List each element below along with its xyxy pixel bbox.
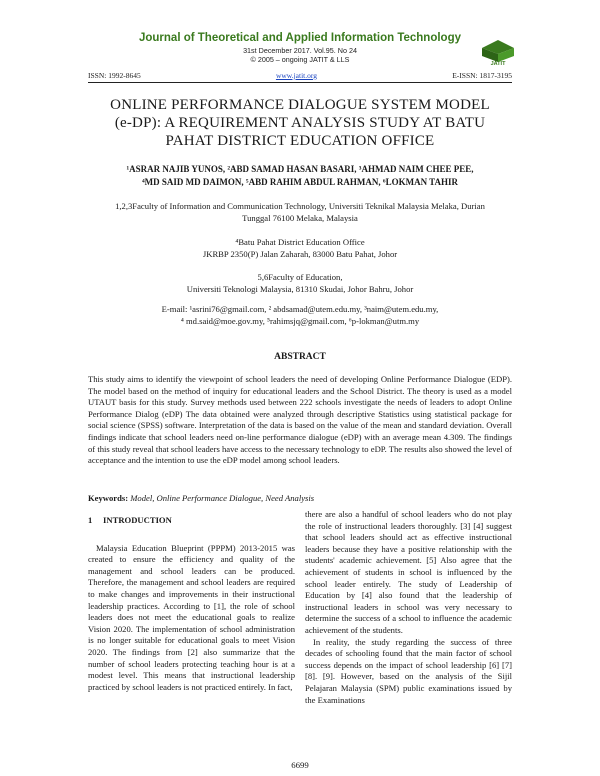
keywords-label: Keywords: (88, 493, 129, 503)
header-rule (88, 82, 512, 83)
affiliation-3 (88, 271, 512, 295)
affiliation-line: ⁴Batu Pahat District Education Office (235, 237, 365, 247)
section-number: 1 (88, 515, 93, 525)
affiliation-line: JKRBP 2350(P) Jalan Zaharah, 83000 Batu Pahat, Johor (202, 249, 398, 259)
abstract-text: This study aims to identify the viewpoint of school leaders the need of developing Online Performance Dialogue (EDP). The model based on the method of inquiry for educational leaders and the School District. The theory is used as a model UTAUT basis for this study. Survey methods used between 222 schools investigate the needs of leaders to adopt Online Performance Dialog (eDP) The data obtained were analyzed through descriptive Statistics using statistical package for social science (SPSS) software. Interpretation of the data is based on the value of the mean and standard deviation. Overall findings indicate that school leaders need on-line performance dialogue (eDP) with an average mean 4.309. The findings of this study reveal that school leaders have access to the necessary technology to eDP. The results also showed the level of acceptance and the intention to use the eDP model among school leaders. (88, 374, 512, 466)
eissn: E-ISSN: 1817-3195 (452, 71, 512, 80)
website-link[interactable]: www.jatit.org (275, 71, 317, 80)
page-number: 6699 (291, 760, 309, 770)
issn: ISSN: 1992-8645 (88, 71, 141, 80)
section-heading (88, 515, 295, 527)
section-title: INTRODUCTION (103, 515, 172, 525)
affiliation-line: 1,2,3Faculty of Information and Communication Technology, Universiti Teknikal Malaysia Melaka, Durian (115, 201, 485, 211)
email-line: E-mail: ¹asrini76@gmail.com, ² abdsamad@utem.edu.my, ³naim@utem.edu.my, (161, 304, 439, 314)
right-paragraph-2: In reality, the study regarding the success of three decades of schooling found that the main factor of school success depends on the impact of school leadership [6] [7] [8]. [9]. However, based on the analysis of the Sijil Pelajaran Malaysia (SPM) public examinations issued by the Examinations (305, 636, 512, 705)
jatit-logo (478, 34, 518, 66)
affiliation-1 (88, 200, 512, 224)
copyright-line: © 2005 – ongoing JATIT & LLS (250, 55, 350, 64)
authors-line: ¹ASRAR NAJIB YUNOS, ²ABD SAMAD HASAN BASARI, ³AHMAD NAIM CHEE PEE, (126, 164, 474, 174)
right-paragraph-1: there are also a handful of school leaders who do not play the role of instructional leaders thoroughly. [3] [4] suggest that school leaders should act as effective instructional leaders because they have a positive relationship with the students' academic achievement. [5] Also agree that the achievement of students in school is influenced by the school leader entirely. The study of Leadership of Education by [4] also found that the leadership of instructional leaders in school was very necessary to determine the success of a school to influence the academic achievement of the students. (305, 509, 512, 635)
issn-bar (88, 71, 512, 80)
keywords-list: Model, Online Performance Dialogue, Need Analysis (130, 493, 315, 503)
affiliation-line: Tunggal 76100 Melaka, Malaysia (242, 213, 358, 223)
issue-line: 31st December 2017. Vol.95. No 24 (243, 46, 357, 55)
intro-paragraph: Malaysia Education Blueprint (PPPM) 2013-2015 was created to ensure the efficiency and quality of the management and school leaders can be produced. Therefore, the management and school leaders are required to make changes and improvements in their instructional leadership practices. According to [1], the role of school leaders does not meet the educational goals to realize Vision 2020. The implementation of school administration is no longer suitable for educational goals to meet Vision 2020. The findings from [2] also summarize that the number of school leaders protecting teaching hour is at a modest level. This means that instructional leadership practiced by school leaders is not practiced entirely. In fact, (88, 542, 295, 692)
email-line: ⁴ md.said@moe.gov.my, ⁵rahimsjq@gmail.com, ⁶p-lokman@utm.my (180, 315, 420, 326)
authors (88, 163, 512, 188)
logo-text: JATIT (490, 61, 506, 66)
journal-title: Journal of Theoretical and Applied Information Technology (138, 32, 462, 44)
title-line: (e-DP): A REQUIREMENT ANALYSIS STUDY AT BATU (114, 115, 486, 131)
abstract-heading: ABSTRACT (274, 352, 326, 362)
paper-title (88, 96, 512, 150)
authors-line: ⁴MD SAID MD DAIMON, ⁵ABD RAHIM ABDUL RAHMAN, ⁶LOKMAN TAHIR (141, 176, 458, 187)
title-line: PAHAT DISTRICT EDUCATION OFFICE (165, 133, 435, 149)
right-column (305, 509, 512, 706)
title-line: ONLINE PERFORMANCE DIALOGUE SYSTEM MODEL (110, 97, 490, 113)
emails (88, 304, 512, 327)
keywords (88, 493, 512, 503)
affiliation-2 (88, 236, 512, 260)
affiliation-line: 5,6Faculty of Education, (257, 272, 343, 282)
left-column (88, 515, 295, 693)
book-logo-icon (478, 34, 518, 66)
affiliation-line: Universiti Teknologi Malaysia, 81310 Skudai, Johor Bahru, Johor (186, 284, 414, 294)
